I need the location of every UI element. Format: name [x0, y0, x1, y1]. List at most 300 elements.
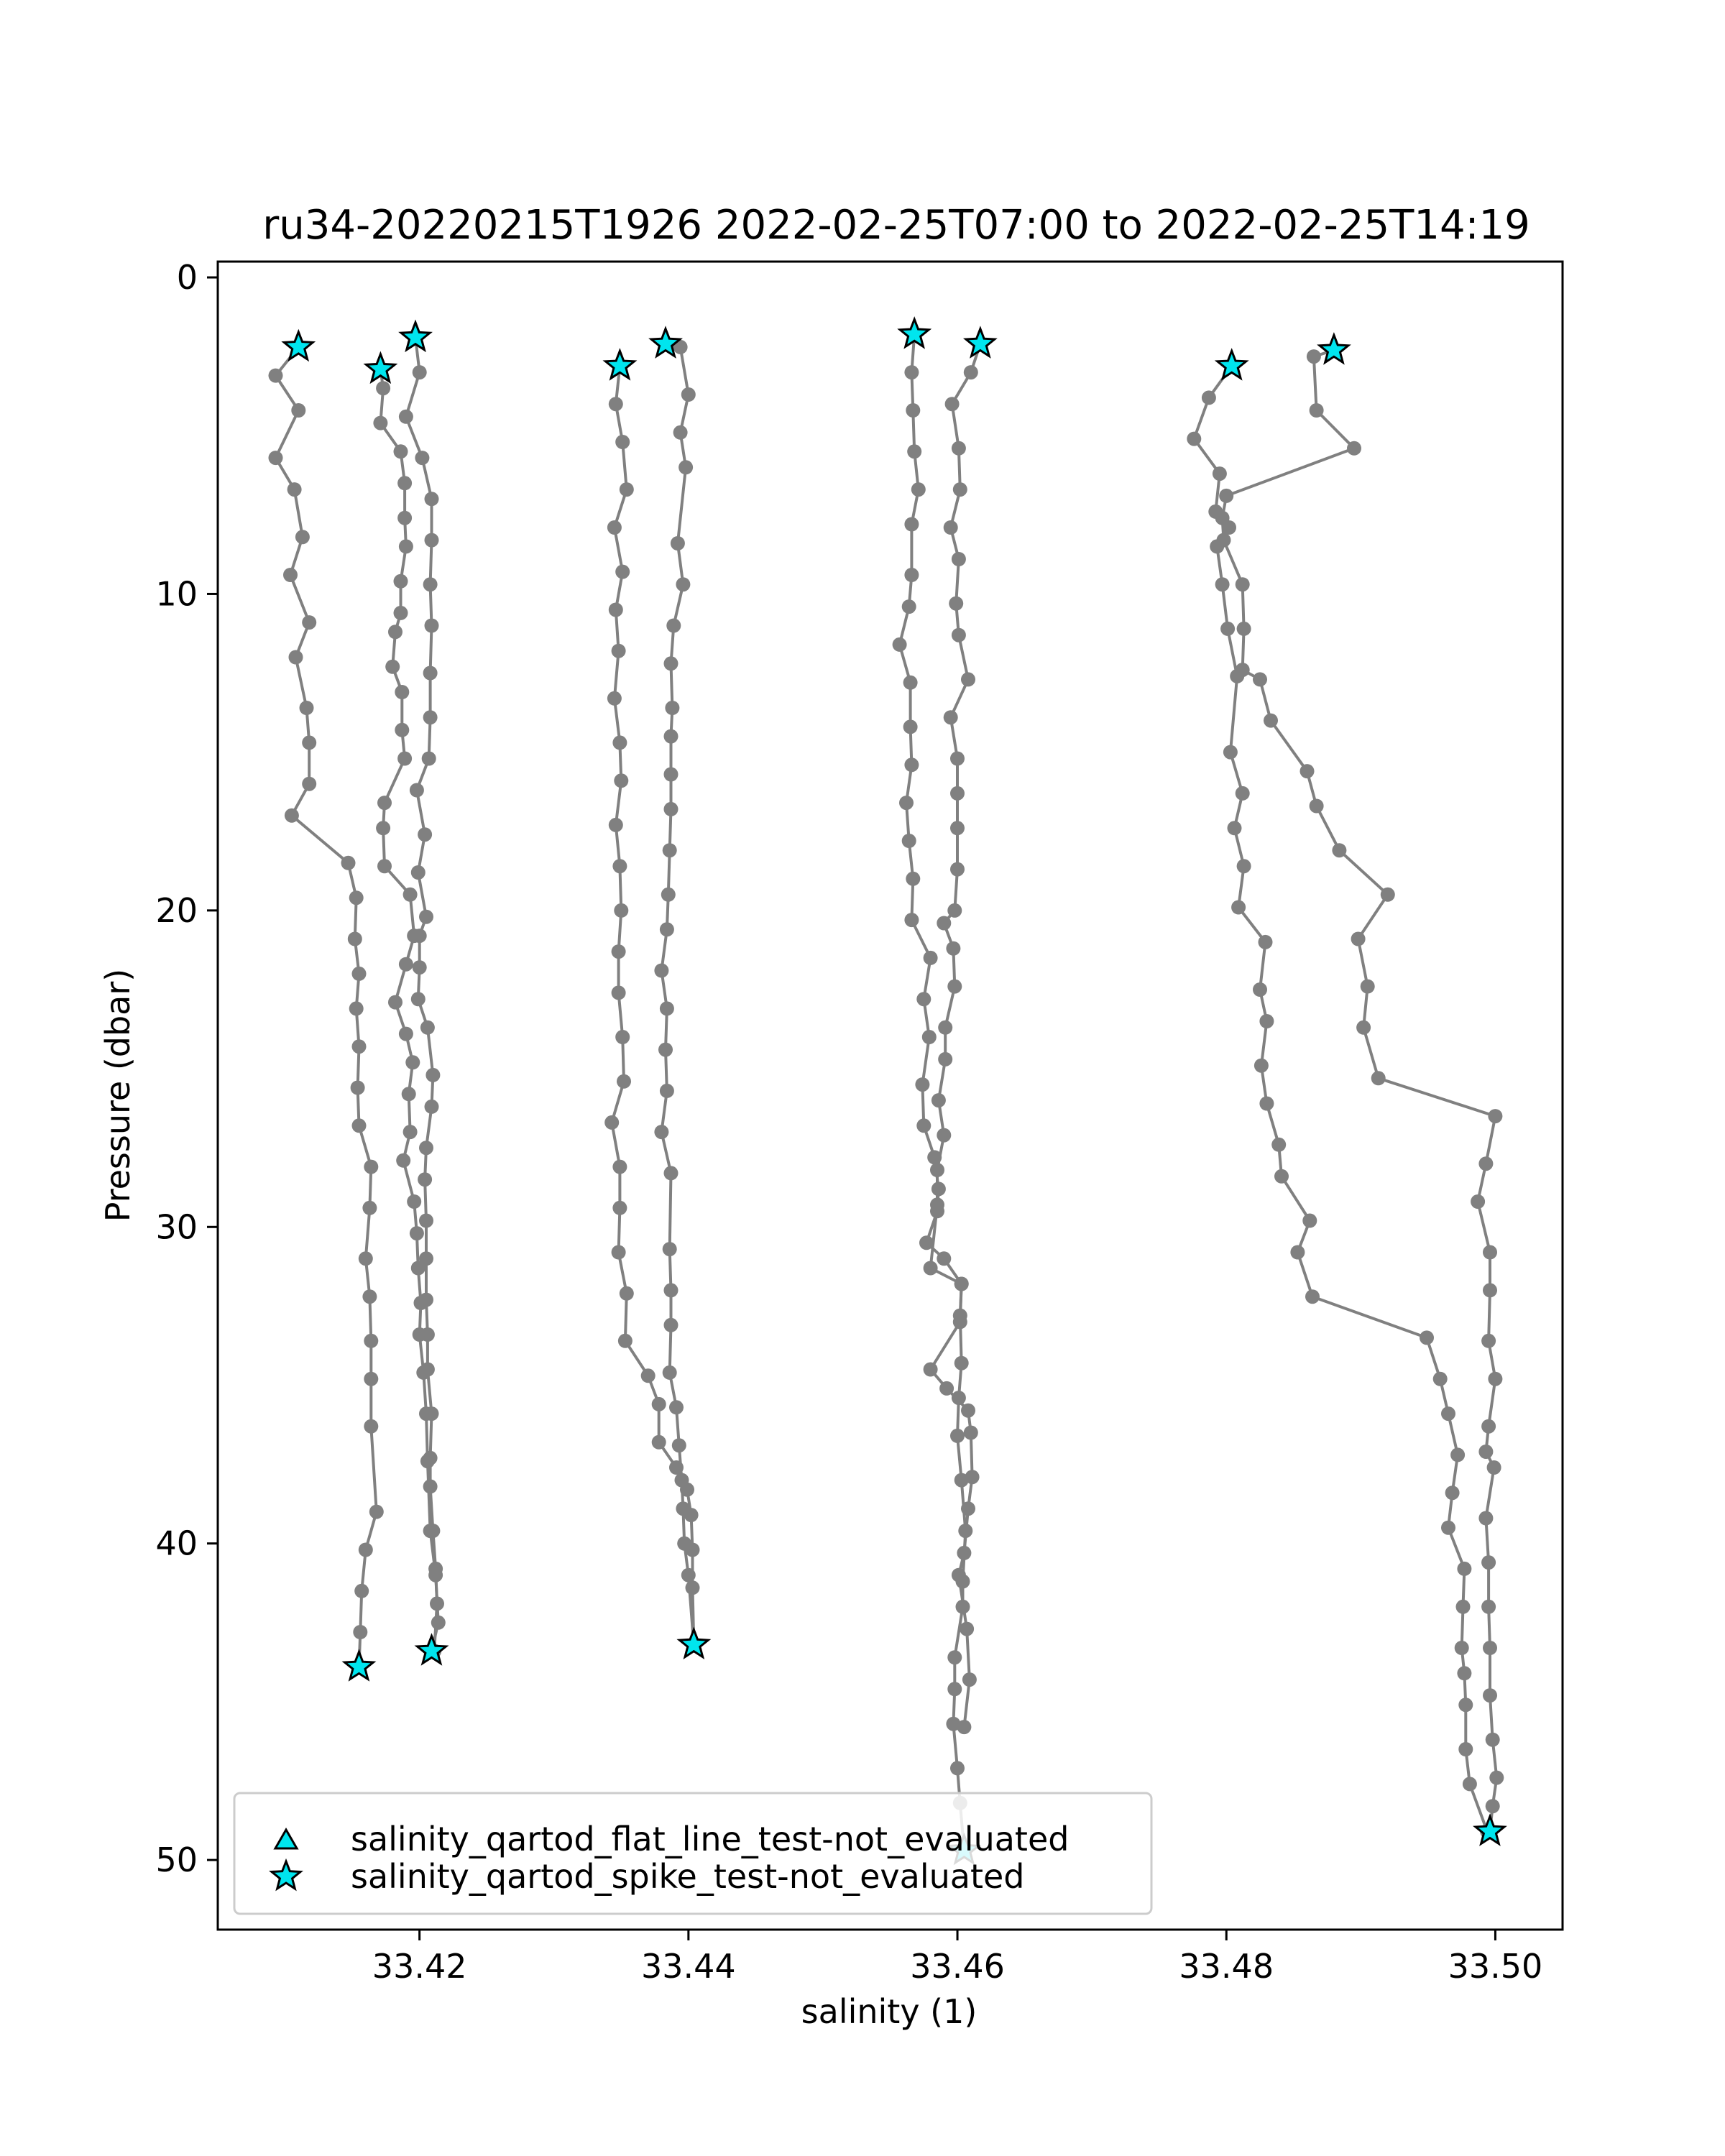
data-point: [1215, 577, 1230, 591]
data-point: [916, 992, 931, 1006]
y-tick-label: 50: [155, 1841, 198, 1880]
data-point: [930, 1197, 944, 1212]
data-point: [677, 1537, 691, 1551]
data-point: [354, 1584, 369, 1598]
data-point: [385, 660, 400, 674]
data-point: [420, 1327, 435, 1342]
data-point: [1347, 441, 1361, 456]
data-point: [612, 859, 627, 873]
y-tick-label: 10: [155, 574, 198, 614]
data-point: [961, 1501, 975, 1516]
data-point: [288, 482, 302, 497]
data-point: [1488, 1109, 1502, 1123]
data-point: [410, 783, 424, 798]
x-tick-label: 33.50: [1448, 1947, 1543, 1986]
data-point: [661, 888, 676, 902]
data-point: [397, 476, 412, 490]
data-point: [663, 843, 677, 857]
data-point: [399, 1027, 413, 1041]
data-point: [1259, 1097, 1274, 1111]
data-point: [1300, 764, 1315, 778]
data-point: [1220, 622, 1235, 636]
data-point: [938, 1021, 952, 1035]
data-point: [615, 1030, 630, 1044]
data-point: [364, 1160, 378, 1174]
data-point: [419, 1141, 433, 1155]
data-point: [965, 1470, 980, 1484]
data-point: [946, 941, 960, 956]
data-point: [425, 533, 439, 548]
data-point: [369, 1505, 384, 1519]
data-point: [349, 890, 364, 905]
data-point: [395, 723, 409, 737]
data-point: [665, 701, 679, 715]
data-point: [1264, 714, 1278, 728]
data-point: [352, 967, 367, 981]
data-point: [394, 574, 408, 589]
data-point: [1457, 1562, 1471, 1576]
data-point: [402, 1087, 416, 1101]
data-point: [1483, 1245, 1497, 1260]
data-point: [1202, 390, 1216, 405]
data-point: [352, 1039, 367, 1054]
data-point: [1483, 1688, 1497, 1703]
x-tick-label: 33.44: [640, 1947, 736, 1986]
data-point: [419, 1293, 433, 1307]
data-point: [1356, 1021, 1371, 1035]
data-point: [658, 1043, 673, 1057]
data-point: [1223, 745, 1238, 760]
data-point: [612, 1245, 626, 1260]
data-point: [915, 1077, 929, 1092]
data-point: [362, 1201, 377, 1215]
data-point: [420, 1021, 435, 1035]
data-point: [419, 1251, 433, 1266]
data-point: [1481, 1419, 1496, 1434]
data-point: [962, 1672, 977, 1687]
data-point: [1456, 1600, 1471, 1614]
data-point: [423, 1479, 438, 1493]
data-point: [672, 1438, 686, 1452]
data-point: [664, 1318, 678, 1332]
data-point: [903, 719, 918, 734]
data-point: [1371, 1071, 1386, 1085]
data-point: [423, 577, 438, 591]
data-point: [950, 786, 965, 801]
data-point: [612, 1160, 627, 1174]
data-point: [1237, 622, 1251, 636]
data-point: [949, 596, 963, 611]
data-point: [423, 710, 438, 724]
data-point: [1441, 1406, 1455, 1421]
data-point: [1445, 1485, 1460, 1500]
x-tick-label: 33.42: [372, 1947, 467, 1986]
data-point: [664, 656, 678, 671]
data-point: [425, 1100, 439, 1114]
data-point: [678, 460, 693, 474]
data-point: [1478, 1445, 1493, 1459]
data-point: [1228, 821, 1242, 835]
data-point: [903, 676, 918, 690]
y-tick-label: 30: [155, 1207, 198, 1247]
data-point: [1420, 1330, 1434, 1345]
data-point: [289, 650, 303, 665]
data-point: [612, 985, 626, 1000]
data-point: [1441, 1521, 1455, 1535]
data-point: [396, 1153, 410, 1168]
data-point: [671, 536, 685, 550]
data-point: [673, 425, 688, 440]
data-point: [947, 1650, 962, 1664]
data-point: [660, 922, 674, 936]
data-point: [1351, 932, 1366, 946]
data-point: [899, 796, 914, 810]
data-point: [615, 435, 630, 449]
data-point: [615, 565, 630, 579]
data-point: [1486, 1733, 1500, 1747]
data-point: [376, 821, 390, 835]
data-point: [1457, 1666, 1471, 1680]
data-point: [950, 1761, 965, 1775]
data-point: [609, 818, 623, 832]
data-point: [1305, 1289, 1320, 1304]
data-point: [285, 808, 299, 823]
data-point: [1361, 980, 1375, 994]
data-point: [609, 397, 623, 411]
data-point: [950, 862, 965, 877]
data-point: [614, 903, 628, 918]
data-point: [607, 691, 622, 706]
data-point: [669, 1400, 684, 1414]
x-tick-label: 33.46: [910, 1947, 1005, 1986]
data-point: [1433, 1372, 1448, 1386]
data-point: [924, 1261, 938, 1276]
data-point: [394, 444, 408, 459]
data-point: [922, 1030, 937, 1044]
legend: [234, 1793, 1151, 1914]
data-point: [664, 768, 678, 782]
data-point: [950, 752, 965, 766]
legend-entry-spike: salinity_qartod_spike_test-not_evaluated: [351, 1857, 1025, 1896]
data-point: [410, 1226, 424, 1240]
data-point: [376, 381, 390, 395]
data-point: [964, 1426, 978, 1440]
data-point: [1237, 859, 1251, 873]
data-point: [423, 1451, 438, 1465]
data-point: [353, 1625, 367, 1639]
data-point: [413, 365, 427, 379]
data-point: [952, 1391, 966, 1405]
data-point: [1310, 403, 1324, 418]
data-point: [952, 1568, 966, 1583]
data-point: [269, 369, 283, 383]
data-point: [425, 1406, 439, 1421]
data-point: [364, 1334, 378, 1348]
data-point: [654, 1125, 668, 1139]
data-point: [426, 1524, 440, 1538]
data-point: [425, 619, 439, 633]
data-point: [952, 552, 966, 566]
data-point: [426, 1068, 440, 1082]
data-point: [1302, 1214, 1317, 1228]
data-point: [407, 1194, 421, 1209]
data-point: [924, 951, 938, 965]
data-point: [1253, 982, 1267, 997]
data-point: [950, 821, 965, 835]
data-point: [954, 1277, 969, 1291]
y-axis-label: Pressure (dbar): [98, 968, 137, 1222]
data-point: [430, 1596, 444, 1611]
data-point: [1455, 1641, 1469, 1655]
data-point: [957, 1720, 971, 1734]
data-point: [1483, 1283, 1497, 1297]
data-point: [937, 916, 951, 931]
data-point: [902, 834, 916, 848]
data-point: [1307, 349, 1321, 364]
x-tick-label: 33.48: [1179, 1947, 1274, 1986]
y-tick-label: 20: [155, 890, 198, 930]
data-point: [420, 1363, 435, 1377]
data-point: [399, 957, 413, 972]
data-point: [1215, 511, 1230, 525]
data-point: [283, 568, 298, 582]
legend-entry-flat-line: salinity_qartod_flat_line_test-not_evaluated: [351, 1820, 1070, 1858]
data-point: [945, 397, 960, 411]
data-point: [415, 451, 429, 465]
data-point: [676, 577, 690, 591]
data-point: [906, 403, 920, 418]
data-point: [1481, 1555, 1496, 1570]
data-point: [359, 1543, 373, 1557]
data-point: [686, 1580, 700, 1595]
data-point: [362, 1289, 377, 1304]
data-point: [413, 960, 427, 975]
data-point: [1274, 1169, 1289, 1184]
data-point: [660, 1001, 674, 1015]
data-point: [425, 492, 439, 506]
data-point: [302, 735, 316, 750]
data-point: [664, 1283, 678, 1297]
data-point: [1458, 1697, 1473, 1712]
data-point: [904, 365, 919, 379]
data-point: [388, 625, 402, 639]
data-point: [961, 1404, 975, 1418]
data-point: [1471, 1194, 1485, 1209]
data-point: [377, 859, 392, 873]
data-point: [612, 944, 626, 959]
data-point: [364, 1372, 378, 1386]
data-point: [1236, 786, 1250, 801]
data-point: [349, 1001, 364, 1015]
data-point: [1187, 432, 1201, 446]
data-point: [660, 1084, 674, 1098]
data-point: [1458, 1742, 1473, 1756]
data-point: [418, 1172, 432, 1187]
data-point: [1481, 1600, 1496, 1614]
data-point: [666, 619, 681, 633]
data-point: [944, 520, 958, 535]
data-point: [952, 628, 966, 642]
data-point: [1489, 1771, 1504, 1785]
data-point: [341, 856, 356, 870]
data-point: [399, 410, 413, 424]
data-point: [652, 1435, 666, 1450]
data-point: [663, 1242, 677, 1256]
data-point: [612, 735, 627, 750]
x-axis-label: salinity (1): [801, 1992, 978, 2031]
data-point: [953, 482, 967, 497]
data-point: [419, 910, 433, 924]
data-point: [1259, 1014, 1274, 1028]
data-point: [1332, 843, 1346, 857]
data-point: [388, 995, 402, 1010]
data-point: [423, 666, 438, 681]
data-point: [1463, 1777, 1477, 1791]
data-point: [924, 1363, 938, 1377]
data-point: [937, 1128, 951, 1143]
data-point: [302, 777, 316, 791]
data-point: [612, 644, 626, 658]
data-point: [269, 451, 283, 465]
data-point: [302, 615, 316, 630]
data-point: [422, 752, 436, 766]
data-point: [937, 1251, 951, 1266]
data-point: [663, 1365, 677, 1380]
data-point: [351, 1081, 365, 1095]
data-point: [1271, 1138, 1286, 1152]
data-point: [953, 1314, 967, 1329]
data-point: [950, 1429, 965, 1443]
data-point: [947, 1682, 962, 1696]
data-point: [904, 913, 919, 927]
data-point: [1290, 1245, 1305, 1260]
data-point: [961, 672, 975, 686]
data-point: [607, 520, 622, 535]
data-point: [1478, 1156, 1493, 1171]
data-point: [681, 1568, 696, 1583]
data-point: [964, 365, 978, 379]
data-point: [1450, 1447, 1465, 1462]
data-point: [1236, 663, 1250, 677]
data-point: [664, 729, 678, 744]
y-tick-label: 40: [155, 1524, 198, 1563]
data-point: [938, 1052, 952, 1067]
data-point: [403, 1125, 418, 1139]
data-point: [620, 1286, 634, 1301]
data-point: [620, 482, 634, 497]
data-point: [954, 1356, 969, 1370]
data-point: [291, 403, 305, 418]
data-point: [664, 802, 678, 816]
data-point: [1253, 672, 1267, 686]
data-point: [932, 1093, 946, 1107]
data-point: [413, 929, 427, 943]
data-point: [1381, 888, 1395, 902]
data-point: [609, 603, 623, 617]
data-point: [939, 1381, 954, 1396]
data-point: [1217, 533, 1231, 548]
data-point: [617, 1074, 631, 1089]
data-point: [295, 530, 310, 544]
data-point: [1231, 900, 1246, 915]
data-point: [641, 1368, 656, 1383]
data-point: [907, 444, 921, 459]
data-point: [957, 1546, 971, 1560]
data-point: [906, 872, 920, 886]
data-point: [1219, 489, 1233, 503]
data-point: [405, 1055, 420, 1069]
data-point: [930, 1163, 944, 1177]
data-point: [952, 441, 966, 456]
data-point: [428, 1562, 443, 1576]
data-point: [1488, 1372, 1502, 1386]
data-point: [681, 387, 696, 402]
data-point: [916, 1118, 931, 1133]
data-point: [618, 1334, 632, 1348]
data-point: [348, 932, 362, 946]
data-point: [1481, 1334, 1496, 1348]
data-point: [1487, 1460, 1501, 1475]
chart-title: ru34-20220215T1926 2022-02-25T07:00 to 2022-02-25T14:19: [262, 202, 1530, 249]
data-point: [614, 773, 628, 788]
data-point: [944, 710, 958, 724]
data-point: [397, 752, 412, 766]
data-point: [904, 568, 919, 582]
data-point: [675, 1473, 689, 1488]
data-point: [947, 980, 962, 994]
data-point: [403, 888, 418, 902]
data-point: [947, 903, 962, 918]
data-point: [652, 1397, 666, 1411]
data-point: [1213, 466, 1227, 481]
data-point: [411, 865, 426, 880]
data-point: [604, 1115, 619, 1130]
data-point: [1310, 799, 1324, 814]
data-point: [676, 1501, 690, 1516]
data-point: [1483, 1641, 1497, 1655]
data-point: [352, 1118, 367, 1133]
data-point: [419, 1214, 433, 1228]
data-point: [1254, 1059, 1269, 1073]
data-point: [904, 517, 919, 532]
data-point: [1236, 577, 1250, 591]
data-point: [612, 1201, 627, 1215]
data-point: [373, 416, 387, 430]
data-point: [300, 701, 314, 715]
data-point: [418, 827, 432, 842]
data-point: [960, 1622, 974, 1636]
data-point: [1478, 1511, 1493, 1526]
data-point: [1486, 1799, 1500, 1813]
data-point: [394, 606, 408, 620]
data-point: [1259, 935, 1273, 949]
data-point: [664, 1166, 678, 1180]
data-point: [359, 1251, 373, 1266]
data-point: [397, 511, 412, 525]
data-point: [431, 1616, 446, 1630]
data-point: [411, 992, 426, 1006]
data-point: [399, 539, 413, 553]
data-point: [395, 685, 409, 699]
data-point: [893, 637, 907, 652]
data-point: [654, 964, 668, 978]
y-tick-label: 0: [176, 258, 198, 298]
data-point: [902, 599, 916, 614]
data-point: [364, 1419, 378, 1434]
data-point: [377, 796, 392, 810]
data-point: [904, 757, 919, 772]
data-point: [911, 482, 926, 497]
